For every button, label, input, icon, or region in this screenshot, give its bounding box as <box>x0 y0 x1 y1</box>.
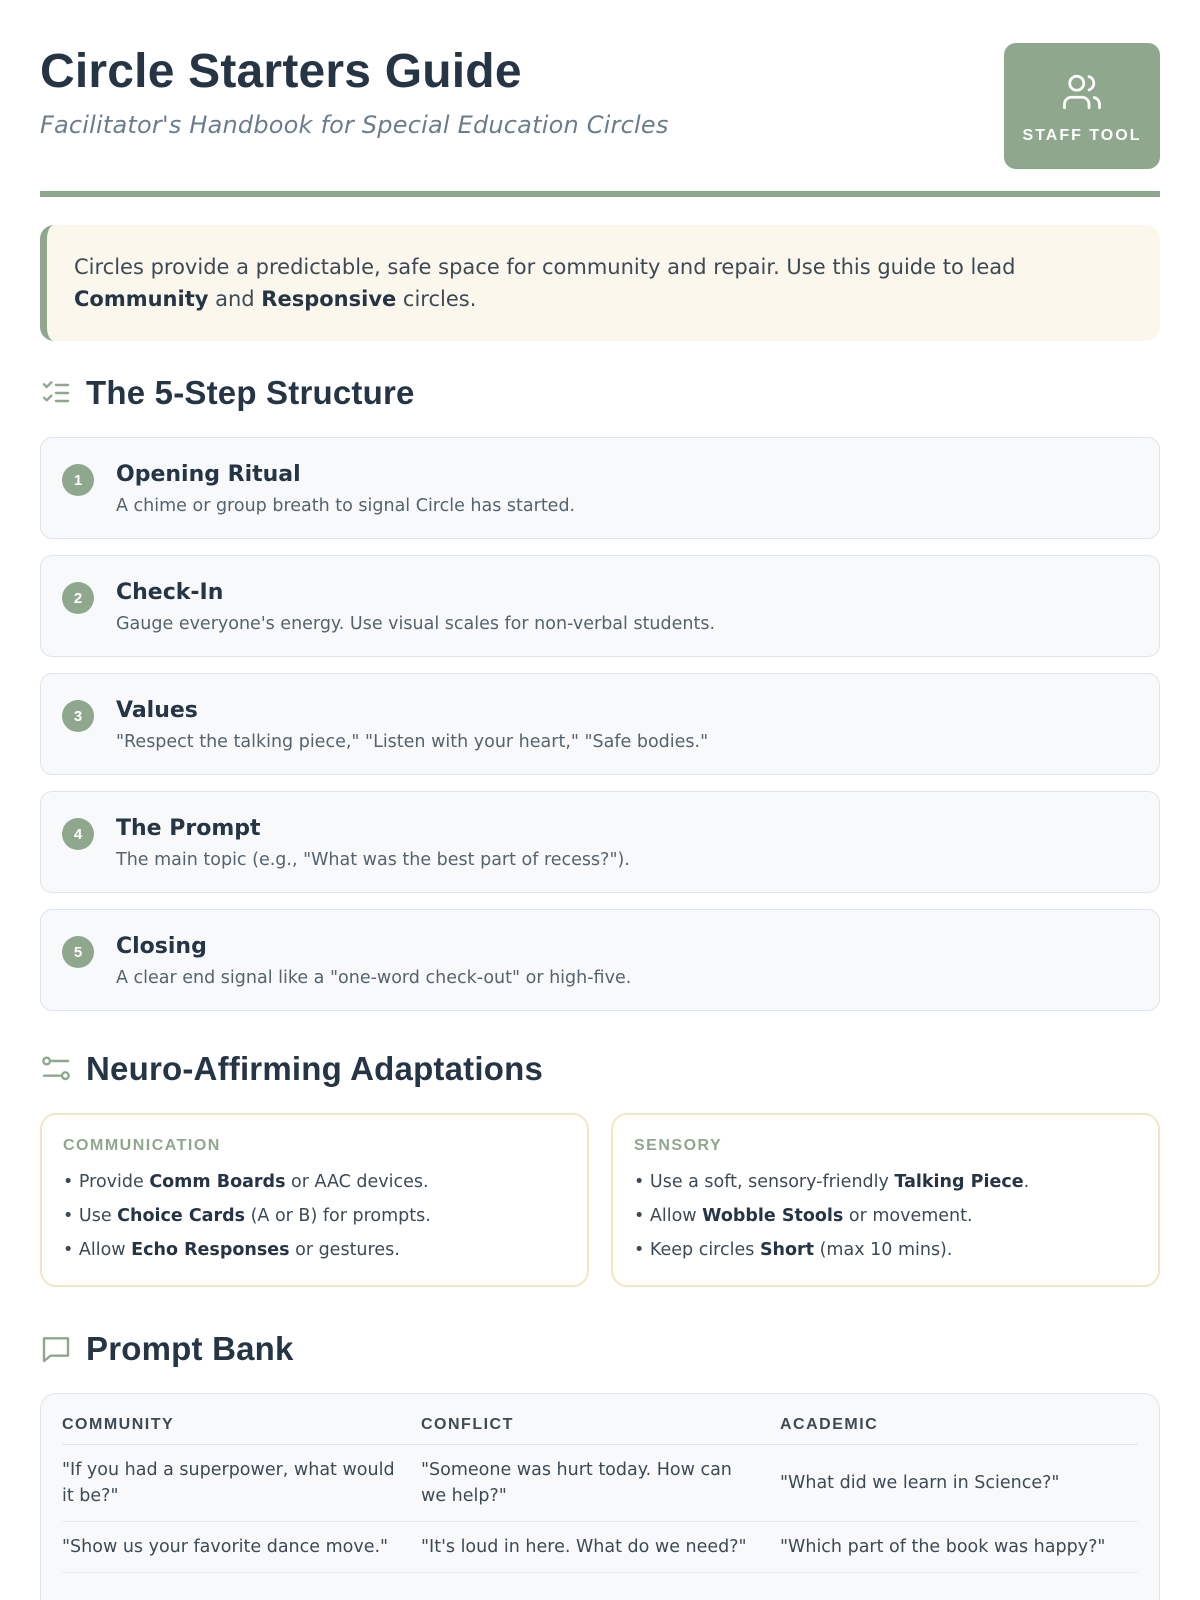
steps-list <box>40 437 1160 1011</box>
table-cell: "It's loud in here. What do we need?" <box>421 1537 747 1557</box>
intro-text: Circles provide a predictable, safe space for community and repair. Use this guide to lead <box>74 255 1016 279</box>
staff-tool-badge <box>1004 43 1160 169</box>
column-header: CONFLICT <box>421 1416 514 1433</box>
step-number: 2 <box>62 582 94 614</box>
column-header: ACADEMIC <box>780 1416 879 1433</box>
users-icon <box>1061 71 1103 113</box>
intro-callout <box>40 225 1160 341</box>
badge-label: STAFF TOOL <box>1022 127 1142 144</box>
table-row <box>62 1445 1138 1522</box>
adaptations-grid <box>40 1113 1160 1287</box>
intro-text: circles. <box>396 287 477 311</box>
step-description: A clear end signal like a "one-word check-out" or high-five. <box>116 968 632 988</box>
step-description: The main topic (e.g., "What was the best part of recess?"). <box>116 850 630 870</box>
intro-bold-responsive: Responsive <box>261 287 397 311</box>
prompt-bank-table <box>40 1393 1160 1600</box>
step-card <box>40 909 1160 1011</box>
table-cell: "Show us your favorite dance move." <box>62 1537 389 1557</box>
header <box>40 43 1160 197</box>
step-number: 5 <box>62 936 94 968</box>
table-cell: "Which part of the book was happy?" <box>780 1537 1106 1557</box>
step-card <box>40 437 1160 539</box>
step-number: 1 <box>62 464 94 496</box>
list-item: • Provide Comm Boards or AAC devices. <box>63 1172 429 1192</box>
table-cell: "Someone was hurt today. How can we help?" <box>421 1460 732 1506</box>
column-header: COMMUNITY <box>62 1416 175 1433</box>
list-item: • Use a soft, sensory-friendly Talking Piece. <box>634 1172 1030 1192</box>
table-row <box>62 1522 1138 1573</box>
sensory-card <box>611 1113 1160 1287</box>
step-number: 4 <box>62 818 94 850</box>
sliders-icon <box>40 1053 72 1085</box>
step-card <box>40 791 1160 893</box>
table-cell: "If you had a superpower, what would it be?" <box>62 1460 395 1506</box>
step-title: Closing <box>116 934 207 959</box>
step-title: Opening Ritual <box>116 462 301 487</box>
section-title: The 5-Step Structure <box>86 374 415 411</box>
checklist-icon <box>40 377 72 409</box>
step-description: "Respect the talking piece," "Listen with your heart," "Safe bodies." <box>116 732 709 752</box>
section-title: Prompt Bank <box>86 1330 294 1367</box>
intro-text: and <box>208 287 262 311</box>
list-item: • Keep circles Short (max 10 mins). <box>634 1240 953 1260</box>
communication-card <box>40 1113 589 1287</box>
page-subtitle: Facilitator's Handbook for Special Education Circles <box>40 111 669 139</box>
section-title: Neuro-Affirming Adaptations <box>86 1050 543 1087</box>
step-card <box>40 555 1160 657</box>
step-description: A chime or group breath to signal Circle has started. <box>116 496 576 516</box>
section-heading-adaptations <box>40 1049 1160 1089</box>
list-item: • Use Choice Cards (A or B) for prompts. <box>63 1206 431 1226</box>
table-cell: "What did we learn in Science?" <box>780 1473 1060 1493</box>
section-heading-prompt-bank <box>40 1329 1160 1369</box>
step-card <box>40 673 1160 775</box>
step-number: 3 <box>62 700 94 732</box>
step-title: The Prompt <box>116 816 261 841</box>
step-description: Gauge everyone's energy. Use visual scales for non-verbal students. <box>116 614 716 634</box>
intro-bold-community: Community <box>74 287 209 311</box>
card-heading: COMMUNICATION <box>63 1137 221 1154</box>
list-item: • Allow Echo Responses or gestures. <box>63 1240 400 1260</box>
step-title: Values <box>116 698 198 723</box>
step-title: Check-In <box>116 580 224 605</box>
list-item: • Allow Wobble Stools or movement. <box>634 1206 973 1226</box>
chat-bubble-icon <box>40 1333 72 1365</box>
section-heading-structure <box>40 373 1160 413</box>
table-header <box>62 1416 1138 1445</box>
card-heading: SENSORY <box>634 1137 723 1154</box>
page-title: Circle Starters Guide <box>40 45 522 98</box>
